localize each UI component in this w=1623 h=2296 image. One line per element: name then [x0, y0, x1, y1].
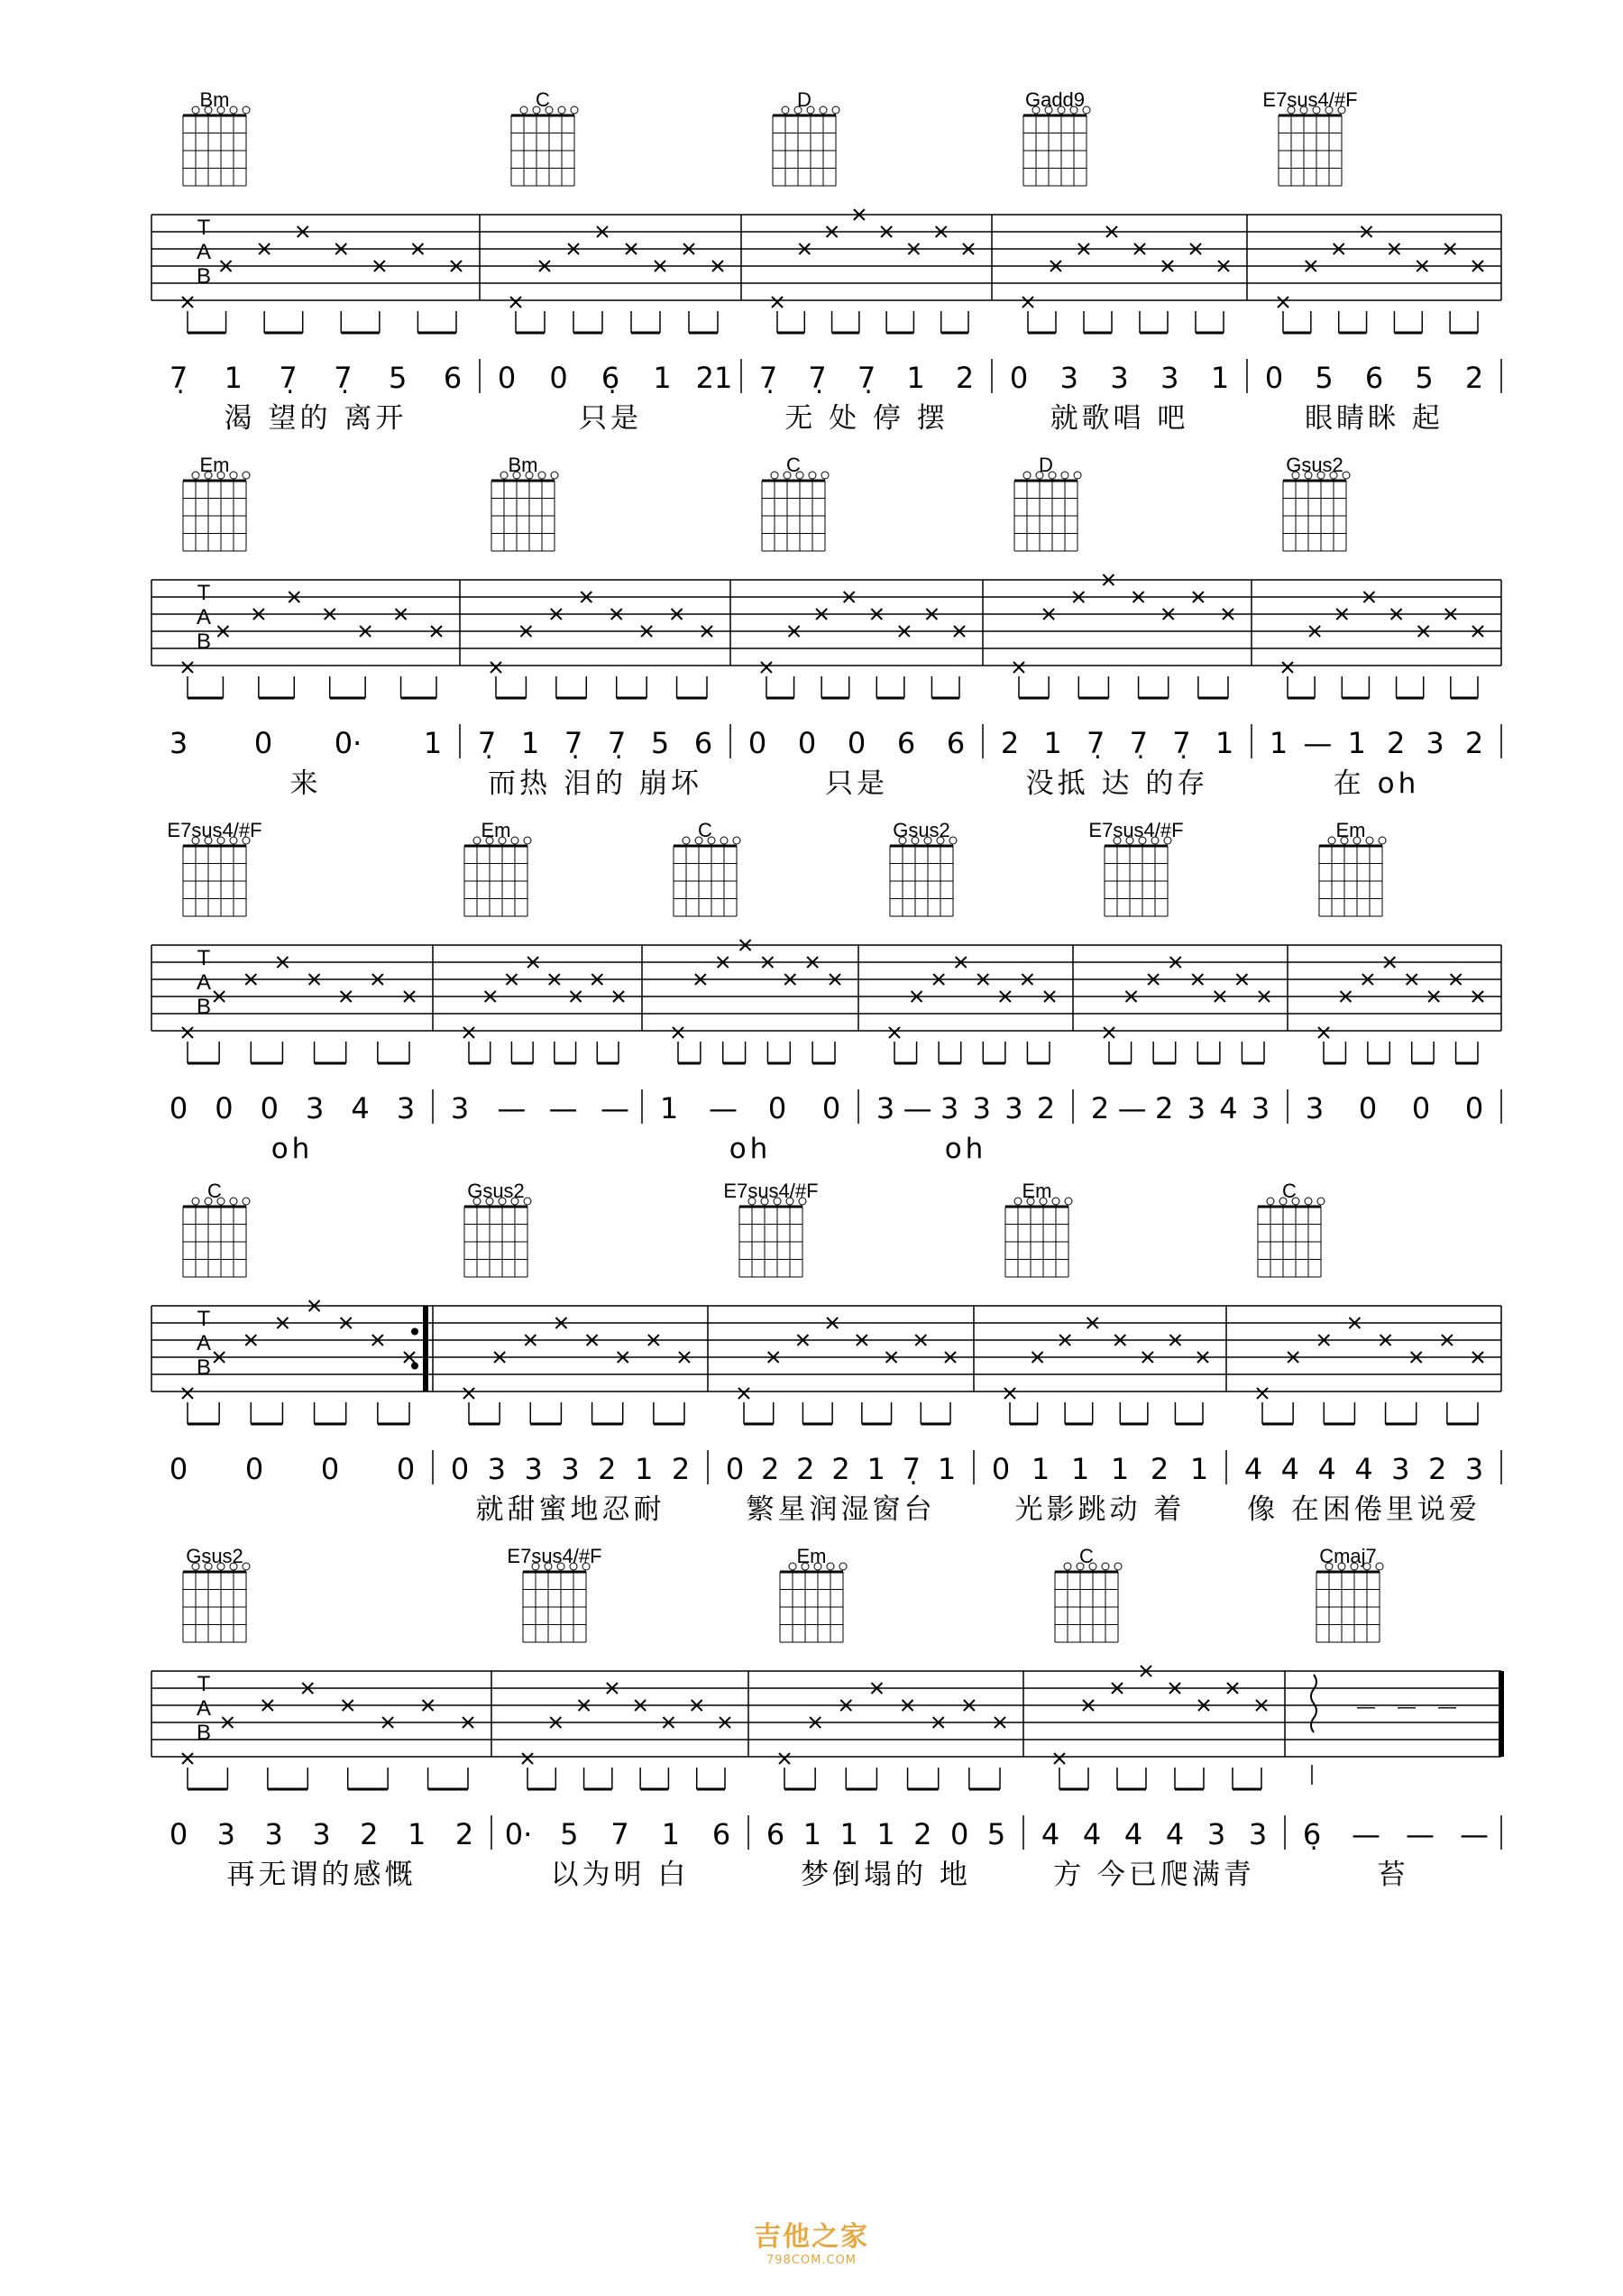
site-watermark: [739, 2214, 884, 2267]
chord-name: Bm: [508, 454, 538, 476]
notation-digit: 2: [1150, 1452, 1169, 1486]
notation-digit: 3: [1464, 1452, 1484, 1486]
measure: [1041, 1545, 1285, 1891]
notation-digit: 3: [264, 1817, 283, 1851]
notation-digit: —: [497, 1091, 527, 1125]
notation-digit: 1: [839, 1817, 858, 1851]
tab-clef-letter: B: [196, 1355, 212, 1380]
measure: [766, 1545, 1023, 1891]
lyric-line: 繁星润湿窗台: [746, 1493, 936, 1526]
notation-digit: 2: [360, 1817, 379, 1851]
chord-name: C: [698, 819, 712, 841]
measure: [660, 819, 858, 1165]
tab-bass-note: [1004, 1388, 1015, 1399]
measure: [1270, 454, 1501, 800]
chord-name: C: [207, 1180, 222, 1202]
tab-bass-note: [889, 1027, 900, 1038]
measure: [170, 1545, 491, 1891]
notation-digit: 0: [1009, 361, 1029, 395]
notation-digit: —: [548, 1091, 578, 1125]
notation-digit: 3: [561, 1452, 580, 1486]
lyric-line: 渴 望的 离开: [224, 402, 408, 435]
tab-clef-letter: A: [196, 970, 212, 995]
measure: [1010, 88, 1247, 435]
lyric-line: 就歌唱 吧: [1050, 402, 1189, 435]
notation-digit: —: [601, 1091, 629, 1125]
notation-digit: 4: [1041, 1817, 1060, 1851]
tab-bass-note: [1282, 662, 1293, 673]
notation-digit: 4: [1082, 1817, 1102, 1851]
notation-digit: —: [1117, 1091, 1147, 1125]
lyric-line: 只是: [825, 767, 888, 800]
notation-digit: 3: [450, 1091, 470, 1125]
measure: [992, 1180, 1226, 1526]
notation-digit: 0: [169, 1817, 188, 1851]
measure: [876, 819, 1073, 1165]
tab-rest: —: [1357, 1697, 1375, 1717]
notation-digit: 1: [1043, 726, 1062, 760]
chord-name: C: [786, 454, 801, 476]
notation-digit: 2: [1155, 1091, 1174, 1125]
notation-digit: —: [1460, 1817, 1489, 1851]
notation-digit: 0: [253, 726, 273, 760]
notation-digit: 7̣: [902, 1452, 922, 1486]
notation-digit: 0: [169, 1452, 188, 1486]
watermark-logo-text: 吉他之家: [754, 2221, 869, 2253]
measure: [1001, 454, 1252, 800]
lyric-line: 眼睛眯 起: [1305, 402, 1444, 435]
chord-name: Gsus2: [467, 1180, 525, 1202]
chord-diagram-grid: [511, 106, 578, 186]
measure: [498, 88, 741, 435]
notation-digit: 2: [955, 361, 975, 395]
lyric-line: oh: [944, 1133, 987, 1165]
notation-digit: 1: [423, 726, 443, 760]
notation-digit: 7̣: [1087, 726, 1105, 760]
lyric-line: oh: [729, 1133, 772, 1165]
chord-diagram-grid: [1258, 1198, 1325, 1277]
measure: [748, 454, 983, 800]
notation-digit: 0: [767, 1091, 787, 1125]
notation-digit: 0: [725, 1452, 745, 1486]
notation-digit: —: [1406, 1817, 1435, 1851]
notation-digit: 0: [1411, 1091, 1431, 1125]
notation-digit: 3: [1426, 726, 1444, 760]
notation-digit: 2: [1427, 1452, 1447, 1486]
notation-digit: 3: [876, 1091, 895, 1125]
lyric-line: 就甜蜜地忍耐: [475, 1493, 665, 1526]
notation-digit: 0: [215, 1091, 234, 1125]
notation-digit: 4: [1123, 1817, 1143, 1851]
measure: [1303, 1545, 1501, 1891]
tab-bass-note: [673, 1027, 683, 1038]
notation-digit: 1: [653, 361, 672, 395]
notation-digit: 1: [1031, 1452, 1050, 1486]
measure: [1088, 819, 1288, 1125]
measure: [170, 88, 480, 435]
chord-diagram-grid: [1023, 106, 1090, 186]
tab-rest: —: [1398, 1697, 1416, 1717]
notation-digit: 7̣: [169, 361, 188, 395]
notation-digit: —: [903, 1091, 932, 1125]
tab-system: [151, 1545, 1501, 1891]
notation-digit: 7̣: [857, 361, 876, 395]
tab-bass-note: [738, 1388, 749, 1399]
lyric-line: 在 oh: [1333, 767, 1420, 800]
tab-clef-letter: T: [197, 946, 211, 970]
tab-bass-note: [182, 297, 193, 308]
measure: [759, 88, 992, 435]
chord-diagram-grid: [183, 472, 250, 551]
tab-system: [151, 88, 1501, 435]
tab-bass-note: [1257, 1388, 1268, 1399]
chord-name: Cmaj7: [1319, 1545, 1377, 1567]
notation-digit: 1: [224, 361, 243, 395]
tab-clef-letter: T: [197, 1307, 211, 1331]
notation-digit: 5: [1315, 361, 1334, 395]
notation-digit: 0: [320, 1452, 340, 1486]
notation-digit: 7̣: [1129, 726, 1148, 760]
notation-digit: 3: [1059, 361, 1078, 395]
notation-digit: 1: [906, 361, 925, 395]
notation-digit: 3: [169, 726, 188, 760]
tab-clef-letter: A: [196, 605, 212, 629]
notation-digit: 0: [847, 726, 867, 760]
measure: [505, 1545, 748, 1891]
notation-digit: 3: [1206, 1817, 1226, 1851]
chord-name: C: [536, 88, 550, 111]
watermark-url: 798COM.COM: [766, 2254, 857, 2267]
repeat-dot: [411, 1363, 418, 1370]
lyric-line: 而热 泪的 崩坏: [488, 767, 702, 800]
notation-digit: 6: [946, 726, 966, 760]
chord-diagram-grid: [183, 1563, 250, 1642]
notation-digit: 6̣: [1302, 1817, 1322, 1851]
tab-bass-note: [522, 1753, 533, 1764]
chord-diagram-grid: [464, 1198, 531, 1277]
chord-diagram-grid: [183, 837, 250, 916]
chord-diagram-grid: [739, 1198, 806, 1277]
lyric-line: 光影跳动 着: [1014, 1493, 1186, 1526]
notation-digit: 2: [1000, 726, 1020, 760]
lyric-line: oh: [270, 1133, 314, 1165]
chord-name: Gsus2: [186, 1545, 243, 1567]
notation-digit: 7̣: [808, 361, 827, 395]
notation-digit: 2: [598, 1452, 617, 1486]
measure: [723, 1180, 974, 1526]
notation-digit: 1: [520, 726, 540, 760]
notation-digit: 1: [1189, 1452, 1209, 1486]
notation-digit: 1: [802, 1817, 822, 1851]
notation-digit: 0·: [334, 726, 362, 760]
notation-digit: 4: [1243, 1452, 1263, 1486]
chord-name: Bm: [199, 88, 230, 111]
chord-diagram-grid: [780, 1563, 847, 1642]
chord-diagram-grid: [183, 1198, 250, 1277]
notation-digit: 6: [1364, 361, 1384, 395]
notation-digit: —: [1303, 726, 1333, 760]
tab-clef-letter: B: [196, 264, 212, 289]
chord-name: Em: [481, 819, 511, 841]
notation-digit: 7̣: [477, 726, 497, 760]
notation-digit: 5: [1415, 361, 1434, 395]
lyric-line: 无 处 停 摆: [784, 402, 949, 435]
tab-clef-letter: A: [196, 1331, 212, 1355]
notation-digit: 3: [1248, 1817, 1268, 1851]
chord-diagram-grid: [1283, 472, 1350, 551]
notation-digit: 4: [1317, 1452, 1336, 1486]
notation-digit: 4: [1280, 1452, 1300, 1486]
chord-name: Em: [1022, 1180, 1052, 1202]
notation-digit: 0: [169, 1091, 188, 1125]
notation-digit: 1: [661, 1817, 680, 1851]
notation-digit: 0: [991, 1452, 1011, 1486]
tab-bass-note: [1278, 297, 1288, 308]
tab-clef-letter: B: [196, 995, 212, 1019]
tab-clef-letter: T: [197, 1672, 211, 1696]
tab-clef-letter: A: [196, 1696, 212, 1721]
chord-name: E7sus4/#F: [1088, 819, 1184, 841]
notation-digit: 0: [821, 1091, 841, 1125]
chord-diagram-grid: [1014, 472, 1081, 551]
chord-name: Gsus2: [893, 819, 950, 841]
repeat-dot: [411, 1328, 418, 1336]
chord-name: D: [1039, 454, 1053, 476]
tab-clef-letter: T: [197, 581, 211, 605]
notation-digit: 3: [1251, 1091, 1270, 1125]
notation-digit: 2: [760, 1452, 780, 1486]
chord-name: Gsus2: [1286, 454, 1343, 476]
notation-digit: 3: [524, 1452, 543, 1486]
notation-digit: 2: [796, 1452, 815, 1486]
tab-bass-note: [1022, 297, 1033, 308]
notation-digit: 6: [896, 726, 916, 760]
notation-digit: 3: [312, 1817, 331, 1851]
notation-digit: 1: [1215, 726, 1234, 760]
lyric-line: 来: [289, 767, 322, 800]
notation-digit: 3: [1305, 1091, 1325, 1125]
tab-clef-letter: B: [196, 1721, 212, 1745]
tab-system: [151, 454, 1501, 800]
tab-bass-note: [491, 662, 501, 673]
notation-digit: 3: [216, 1817, 236, 1851]
notation-digit: 3: [1110, 361, 1129, 395]
lyric-line: 没抵 达 的存: [1025, 767, 1209, 800]
notation-digit: 5: [650, 726, 670, 760]
notation-digit: 7̣: [758, 361, 778, 395]
tab-bass-note: [182, 1027, 193, 1038]
notation-digit: 2: [454, 1817, 474, 1851]
notation-digit: 3: [396, 1091, 416, 1125]
lyric-line: 苔: [1377, 1859, 1409, 1891]
tab-bass-note: [463, 1388, 474, 1399]
notation-digit: 5: [560, 1817, 579, 1851]
tab-bass-note: [1104, 1027, 1114, 1038]
notation-digit: 1: [1269, 726, 1288, 760]
notation-digit: 4: [1219, 1091, 1238, 1125]
notation-digit: 7̣: [564, 726, 583, 760]
notation-digit: 1: [1110, 1452, 1130, 1486]
notation-digit: 6̣: [601, 361, 620, 395]
notation-digit: 0: [949, 1817, 969, 1851]
notation-digit: 4: [1354, 1452, 1373, 1486]
notation-digit: 0: [1464, 1091, 1484, 1125]
tab-rest: —: [1438, 1697, 1456, 1717]
notation-digit: 3: [940, 1091, 959, 1125]
notation-digit: 0: [450, 1452, 470, 1486]
measure: [1306, 819, 1501, 1125]
notation-digit: 2: [1036, 1091, 1056, 1125]
chord-diagram-grid: [183, 106, 250, 186]
measure: [170, 454, 460, 800]
notation-digit: 1: [1347, 726, 1366, 760]
notation-digit: 0: [260, 1091, 279, 1125]
chord-name: D: [797, 88, 812, 111]
notation-digit: 0: [747, 726, 767, 760]
chord-diagram-grid: [1279, 106, 1345, 186]
notation-digit: 0: [244, 1452, 264, 1486]
notation-digit: 5: [986, 1817, 1006, 1851]
chord-diagram-grid: [674, 837, 740, 916]
measure: [1262, 88, 1501, 435]
notation-digit: 3: [1187, 1091, 1206, 1125]
tab-bass-note: [1318, 1027, 1329, 1038]
notation-digit: 3: [1004, 1091, 1023, 1125]
chord-diagram-grid: [464, 837, 531, 916]
lyric-line: 再无谓的感慨: [226, 1859, 417, 1891]
notation-digit: 2: [1090, 1091, 1110, 1125]
notation-digit: 3: [306, 1091, 325, 1125]
notation-digit: 3: [487, 1452, 507, 1486]
chord-name: E7sus4/#F: [167, 819, 262, 841]
notation-digit: 0: [797, 726, 817, 760]
tab-bass-note: [182, 1753, 193, 1764]
arpeggio-mark: [1311, 1675, 1316, 1732]
notation-digit: —: [709, 1091, 738, 1125]
tab-bass-note: [182, 662, 193, 673]
notation-digit: 3: [972, 1091, 991, 1125]
chord-diagram-grid: [890, 837, 957, 916]
tab-bass-note: [463, 1027, 474, 1038]
lyric-line: 只是: [579, 402, 642, 435]
notation-digit: 7: [610, 1817, 629, 1851]
chord-diagram-grid: [773, 106, 839, 186]
chord-name: E7sus4/#F: [1262, 88, 1358, 111]
notation-digit: 4: [351, 1091, 370, 1125]
notation-digit: 6: [766, 1817, 785, 1851]
tab-bass-note: [1054, 1753, 1065, 1764]
chord-name: Em: [1335, 819, 1366, 841]
notation-digit: 1: [937, 1452, 957, 1486]
tab-system: [151, 819, 1501, 1165]
measure: [478, 454, 730, 800]
lyric-line: 梦倒塌的 地: [801, 1859, 971, 1891]
tab-system: [151, 1180, 1501, 1526]
notation-digit: 2: [1464, 726, 1484, 760]
tab-bass-note: [1013, 662, 1024, 673]
notation-digit: 21: [695, 361, 733, 395]
measure: [451, 819, 642, 1125]
chord-diagram-grid: [523, 1563, 590, 1642]
chord-diagram-grid: [1105, 837, 1171, 916]
notation-digit: 0: [1358, 1091, 1378, 1125]
tab-bass-note: [772, 297, 783, 308]
notation-digit: 3: [1160, 361, 1179, 395]
tab-clef-letter: T: [197, 216, 211, 240]
notation-digit: 6: [711, 1817, 731, 1851]
notation-digit: 1: [659, 1091, 679, 1125]
chord-diagram-grid: [1055, 1563, 1122, 1642]
lyric-line: 像 在困倦里说爱: [1247, 1493, 1481, 1526]
tab-clef-letter: B: [196, 629, 212, 654]
notation-digit: 2: [1464, 361, 1484, 395]
chord-diagram-grid: [762, 472, 829, 551]
chord-diagram-grid: [1319, 837, 1386, 916]
notation-digit: 1: [634, 1452, 654, 1486]
notation-digit: 1: [867, 1452, 885, 1486]
chord-name: E7sus4/#F: [507, 1545, 602, 1567]
notation-digit: 1: [876, 1817, 895, 1851]
chord-name: Em: [796, 1545, 827, 1567]
notation-digit: 4: [1165, 1817, 1185, 1851]
chord-name: C: [1282, 1180, 1297, 1202]
notation-digit: 2: [1387, 726, 1406, 760]
notation-digit: 7̣: [334, 361, 353, 395]
notation-digit: 0: [396, 1452, 416, 1486]
measure: [451, 1180, 708, 1526]
chord-name: C: [1079, 1545, 1094, 1567]
tab-bass-note: [761, 662, 772, 673]
notation-digit: 3: [1391, 1452, 1410, 1486]
notation-digit: 2: [913, 1817, 932, 1851]
notation-digit: 2: [831, 1452, 850, 1486]
notation-digit: 6: [693, 726, 713, 760]
notation-digit: 6: [443, 361, 463, 395]
tab-clef-letter: A: [196, 240, 212, 264]
measure: [1244, 1180, 1501, 1526]
lyric-line: 方 今已爬满青: [1053, 1859, 1255, 1891]
notation-digit: 1: [1070, 1452, 1090, 1486]
tab-bass-note: [182, 1388, 193, 1399]
chord-diagram-grid: [1316, 1563, 1383, 1642]
notation-digit: 7̣: [1172, 726, 1191, 760]
notation-digit: 0·: [504, 1817, 533, 1851]
chord-diagram-grid: [1005, 1198, 1072, 1277]
notation-digit: 7̣: [279, 361, 298, 395]
notation-digit: 0: [549, 361, 568, 395]
notation-digit: 2: [671, 1452, 691, 1486]
chord-diagram-grid: [491, 472, 558, 551]
chord-name: Em: [199, 454, 230, 476]
chord-name: E7sus4/#F: [723, 1180, 819, 1202]
notation-digit: 0: [497, 361, 517, 395]
lyric-line: 以为明 白: [550, 1859, 690, 1891]
notation-digit: —: [1352, 1817, 1380, 1851]
notation-digit: 7̣: [607, 726, 627, 760]
tab-bass-note: [779, 1753, 790, 1764]
chord-name: Gadd9: [1024, 88, 1086, 111]
tab-bass-note: [510, 297, 521, 308]
notation-digit: 1: [407, 1817, 426, 1851]
notation-digit: 1: [1210, 361, 1230, 395]
notation-digit: 0: [1264, 361, 1284, 395]
notation-digit: 5: [389, 361, 408, 395]
